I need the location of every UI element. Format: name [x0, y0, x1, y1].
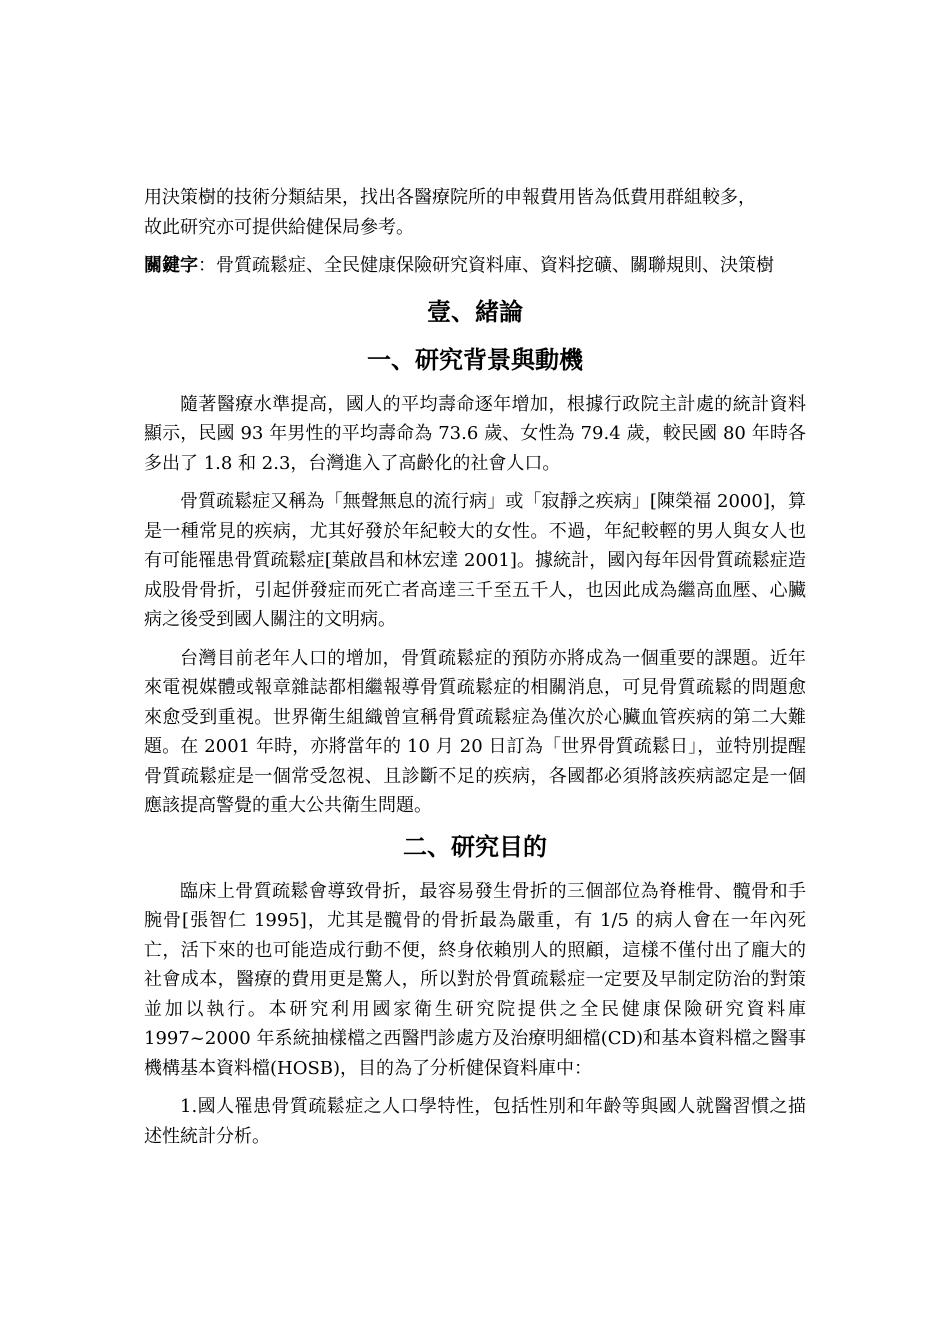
intro-line-2: 故此研究亦可提供給健保局參考。: [144, 216, 414, 238]
list-item-paragraph: 1.國人罹患骨質疏鬆症之人口學特性，包括性別和年齡等與國人就醫習慣之描述性統計分析。: [144, 1096, 806, 1147]
intro-line-1: 用決策樹的技術分類結果，找出各醫療院所的申報費用皆為低費用群組較多，: [144, 187, 756, 208]
body-paragraph: 台灣目前老年人口的增加，骨質疏鬆症的預防亦將成為一個重要的課題。近年來電視媒體或報章雜誌都相繼報導骨質疏鬆症的相關消息，可見骨質疏鬆的問題愈來愈受到重視。世界衛生組織曾宣稱骨質疏鬆症為僅次於心臟血管疾病的第二大難題。在 2001 年時，亦將當年的 10 月 20 日訂為「世界骨質疏鬆日」，並特別提醒骨質疏鬆症是一個常受忽視、且診斷不足的疾病，各國都必須將該疾病認定是一個應該提高警覺的重大公共衛生問題。: [144, 647, 806, 816]
keywords-paragraph: [144, 251, 806, 281]
page-content: [144, 183, 806, 1160]
section-title-purpose: 二、研究目的: [403, 831, 547, 861]
intro-paragraph: [144, 183, 806, 242]
body-paragraph: 隨著醫療水準提高，國人的平均壽命逐年增加，根據行政院主計處的統計資料顯示，民國 93 年男性的平均壽命為 73.6 歲、女性為 79.4 歲，較民國 80 年時各多出了 1.8 和 2.3，台灣進入了高齡化的社會人口。: [144, 393, 806, 474]
keywords-label: 關鍵字: [144, 255, 198, 276]
body-paragraph: 骨質疏鬆症又稱為「無聲無息的流行病」或「寂靜之疾病」[陳榮福 2000]，算是一種常見的疾病，尤其好發於年紀較大的女性。不過，年紀較輕的男人與女人也有可能罹患骨質疏鬆症[葉啟昌和林宏達 2001]。據統計，國內每年因骨質疏鬆症造成股骨骨折，引起併發症而死亡者高達三千至五千人，也因此成為繼高血壓、心臟病之後受到國人關注的文明病。: [144, 491, 806, 630]
keywords-text: ：骨質疏鬆症、全民健康保險研究資料庫、資料挖礦、關聯規則、決策樹: [198, 255, 774, 276]
body-paragraph: 臨床上骨質疏鬆會導致骨折，最容易發生骨折的三個部位為脊椎骨、髖骨和手腕骨[張智仁 1995]，尤其是髖骨的骨折最為嚴重，有 1/5 的病人會在一年內死亡，活下來的也可能造成行動不便，終身依賴別人的照顧，這樣不僅付出了龐大的社會成本，醫療的費用更是驚人，所以對於骨質疏鬆症一定要及早制定防治的對策並加以執行。本研究利用國家衛生研究院提供之全民健康保險研究資料庫 1997~2000 年系統抽樣檔之西醫門診處方及治療明細檔(CD)和基本資料檔之醫事機構基本資料檔(HOSB)，目的為了分析健保資料庫中：: [144, 880, 806, 1079]
section-title-background: 一、研究背景與動機: [367, 344, 583, 374]
chapter-title: 壹、緒論: [427, 296, 523, 326]
